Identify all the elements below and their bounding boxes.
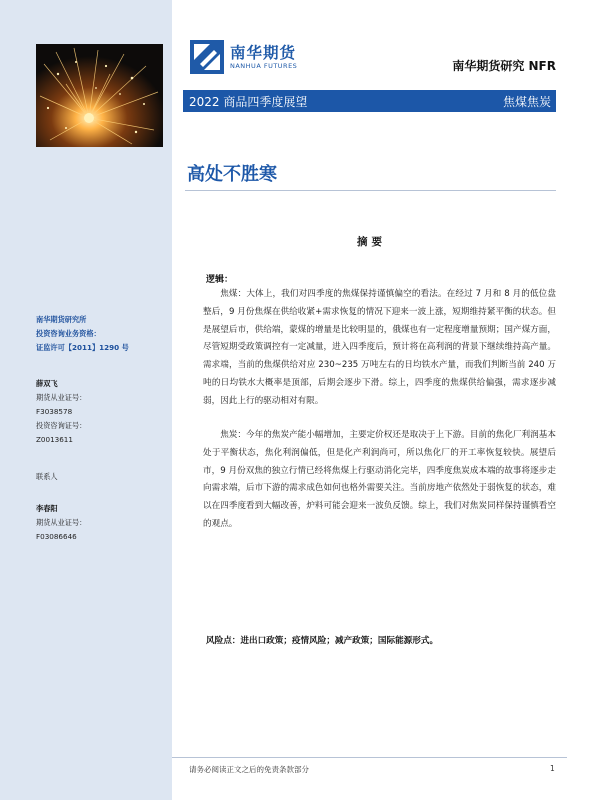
logo-text-cn: 南华期货 xyxy=(230,44,297,62)
contact-label xyxy=(36,470,58,484)
org-name: 南华期货研究所 xyxy=(36,315,87,324)
logo-mark-icon xyxy=(190,40,224,74)
risk-points: 风险点：进出口政策；疫情风险；减产政策；国际能源形式。 xyxy=(206,636,439,646)
coking-coal-paragraph: 焦煤：大体上，我们对四季度的焦煤保持谨慎偏空的看法。在经过 7 月和 8 月的低位盘整后，9 月份焦煤在供给收紧+需求恢复的情况下迎来一波上涨，短期维持紧平衡的状态。但是展望后市，供给端，蒙煤的增量是比较明显的，俄煤也有一定程度增量预期；国产煤方面，尽管短期受政策调控有一定减量，进入四季度后，预计将在高利润的背景下继续维持高产量。需求端，当前的焦煤供给对应 230~235 万吨左右的日均铁水产量，而我们判断当前 240 万吨的日均铁水大概率是顶部，后期会逐步下滑。综上，四季度的焦煤供给偏强，需求逐步减弱，因此上行的驱动相对有限。 xyxy=(203,289,556,406)
license-label: 投资咨询业务资格： xyxy=(36,329,101,338)
banner-right-text: 焦煤焦炭 xyxy=(502,95,551,109)
coke-paragraph: 焦炭：今年的焦炭产能小幅增加，主要定价权还是取决于上下游。目前的焦化厂利润基本处于平衡状态，焦化利润偏低，但是化产利润尚可，所以焦化厂的开工率恢复较快。展望后市，9 月份双焦的独立行情已经将焦煤上行驱动消化完毕，四季度焦炭成本端的故事将逐步走向需求端，后市下游的需求成色如何也格外需要关注。当前房地产依然处于弱恢复的状态，难以在四季度看到大幅改善，炉料可能会迎来一波负反馈。综上，我们对焦炭同样保持谨慎看空的观点。 xyxy=(203,430,556,529)
license-value: 证监许可【2011】1290 号 xyxy=(36,343,129,352)
analyst-cert1-value: F3038578 xyxy=(36,407,73,416)
contact-block xyxy=(36,502,86,544)
title-banner xyxy=(183,90,556,112)
sidebar-org-block xyxy=(36,313,129,355)
company-logo xyxy=(190,40,320,76)
analyst-block xyxy=(36,377,86,447)
report-title: 高处不胜寒 xyxy=(187,164,277,185)
sidebar xyxy=(0,0,172,800)
contact-cert-value: F03086646 xyxy=(36,532,77,541)
page-number: 1 xyxy=(550,764,555,773)
analyst-cert1-label: 期货从业证号： xyxy=(36,393,87,402)
analyst-name: 薛双飞 xyxy=(36,379,58,388)
logo-text-en: NANHUA FUTURES xyxy=(230,62,298,70)
analyst-cert2-label: 投资咨询证号： xyxy=(36,421,87,430)
banner-left-text: 2022 商品四季度展望 xyxy=(189,95,308,109)
logic-label: 逻辑： xyxy=(206,275,234,285)
abstract-heading: 摘要 xyxy=(357,236,386,248)
analyst-cert2-value: Z0013611 xyxy=(36,435,73,444)
contact-cert-label: 期货从业证号： xyxy=(36,518,87,527)
contact-name: 李春阳 xyxy=(36,504,58,513)
report-series-title: 南华期货研究 NFR xyxy=(452,59,556,73)
cover-image-sparks xyxy=(36,44,163,147)
title-divider xyxy=(185,190,556,191)
footer-divider xyxy=(172,757,567,758)
contact-label-text: 联系人 xyxy=(36,472,58,481)
disclaimer-note: 请务必阅读正文之后的免责条款部分 xyxy=(189,765,309,774)
